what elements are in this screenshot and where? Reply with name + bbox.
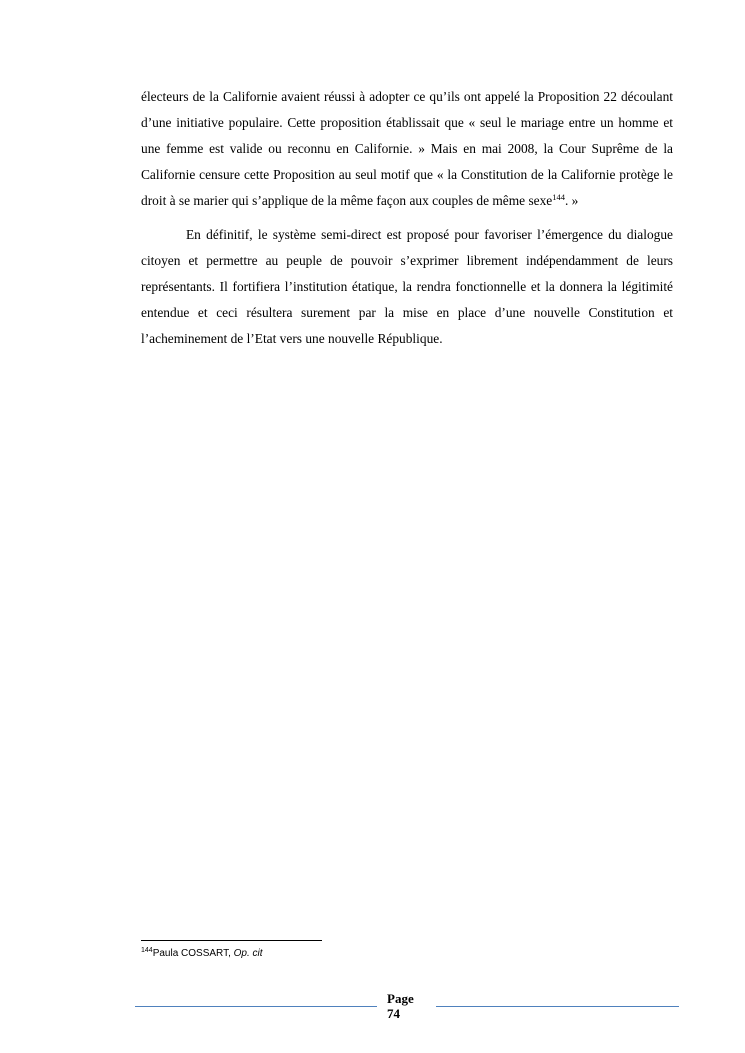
footnote-author: Paula COSSART,: [152, 948, 234, 959]
paragraph-1-text: électeurs de la Californie avaient réussi à adopter ce qu’ils ont appelé la Proposition 22 découlant d’une initiative populaire. Cette proposition établissait que « seul le mariage entre un homme et une femme est valide ou reconnu en Californie. » Mais en mai 2008, la Cour Suprême de la Californie censure cette Proposition au seul motif que « la Constitution de la Californie protège le droit à se marier qui s’applique de la même façon aux couples de même sexe: [141, 89, 673, 208]
footer-rule-left: [135, 1006, 377, 1007]
footnote-reference[interactable]: 144: [552, 192, 565, 202]
page-number: 74: [387, 1006, 400, 1021]
footnote: [141, 947, 673, 961]
page-word: Page: [387, 991, 414, 1006]
paragraph-1: [141, 84, 673, 214]
footnote-separator: [141, 940, 322, 941]
footer-rule-right: [436, 1006, 679, 1007]
paragraph-2: En définitif, le système semi-direct est proposé pour favoriser l’émergence du dialogue citoyen et permettre au peuple de pouvoir s’exprimer librement indépendamment de leurs représentants. Il fortifiera l’institution étatique, la rendra fonctionnelle et la donnera la légitimité entendue et ceci résultera surement par la mise en place d’une nouvelle Constitution et l’acheminement de l’Etat vers une nouvelle République.: [141, 227, 673, 346]
paragraph-1-end: . »: [564, 193, 579, 208]
footnote-number: 144: [141, 947, 153, 954]
footnote-reference-text: Op. cit: [233, 948, 263, 959]
main-text: [141, 84, 673, 352]
page-number-label: [387, 991, 427, 1021]
